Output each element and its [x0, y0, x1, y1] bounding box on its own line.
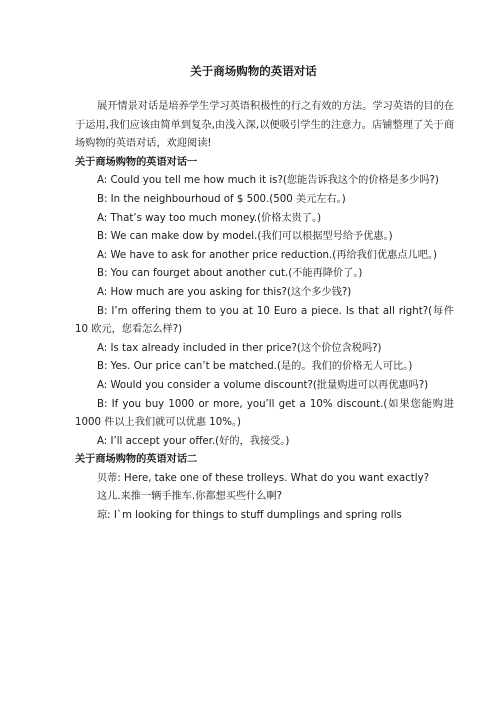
paragraph: B: In the neighbourhoud of $ 500.(500 美元左右。) — [97, 193, 346, 205]
paragraph: A: I’ll accept your offer.(好的，我接受。) — [97, 435, 290, 447]
paragraph: A: Could you tell me how much it is?(您能告诉我这个的价格是多少吗?) — [97, 175, 439, 187]
paragraph: B: You can fourget about another cut.(不能再降价了。) — [97, 268, 363, 280]
paragraph: 琼: I`m looking for things to stuff dumplings and spring rolls — [97, 510, 402, 522]
paragraph: B: If you buy 1000 or more, you’ll get a 10% discount.(如果您能购进 1000 件以上我们就可以优惠 10%。) — [75, 398, 454, 429]
paragraph: A: How much are you asking for this?(这个多少钱?) — [97, 286, 352, 298]
paragraph: B: We can make dow by model.(我们可以根据型号给予优惠。) — [97, 231, 393, 243]
paragraph: A: That’s way too much money.(价格太贵了。) — [97, 212, 322, 224]
paragraph: A: Would you consider a volume discount?(批量购进可以再优惠吗?) — [97, 379, 429, 391]
paragraph: 展开情景对话是培养学生学习英语积极性的行之有效的方法。学习英语的目的在于运用,我们应该由简单到复杂,由浅入深,以便吸引学生的注意力。店铺整理了关于商场购物的英语对话，欢迎阅读! — [75, 101, 454, 150]
section-heading: 关于商场购物的英语对话一 — [75, 156, 198, 168]
paragraph: 这儿.来推一辆手推车.你都想买些什么啊? — [97, 491, 283, 503]
section-heading: 关于商场购物的英语对话二 — [75, 454, 198, 466]
paragraph: A: We have to ask for another price reduction.(再给我们优惠点儿吧。) — [97, 249, 437, 261]
document-title: 关于商场购物的英语对话 — [190, 64, 317, 78]
document-body — [75, 98, 454, 526]
paragraph: B: Yes. Our price can’t be matched.(是的。我们的价格无人可比。) — [97, 361, 413, 373]
paragraph: A: Is tax already included in ther price?(这个价位含税吗?) — [97, 342, 382, 354]
paragraph: 贝蒂: Here, take one of these trolleys. What do you want exactly? — [97, 472, 430, 484]
paragraph: B: I’m offering them to you at 10 Euro a piece. Is that all right?(每件 10 欧元，您看怎么样?) — [75, 305, 454, 336]
